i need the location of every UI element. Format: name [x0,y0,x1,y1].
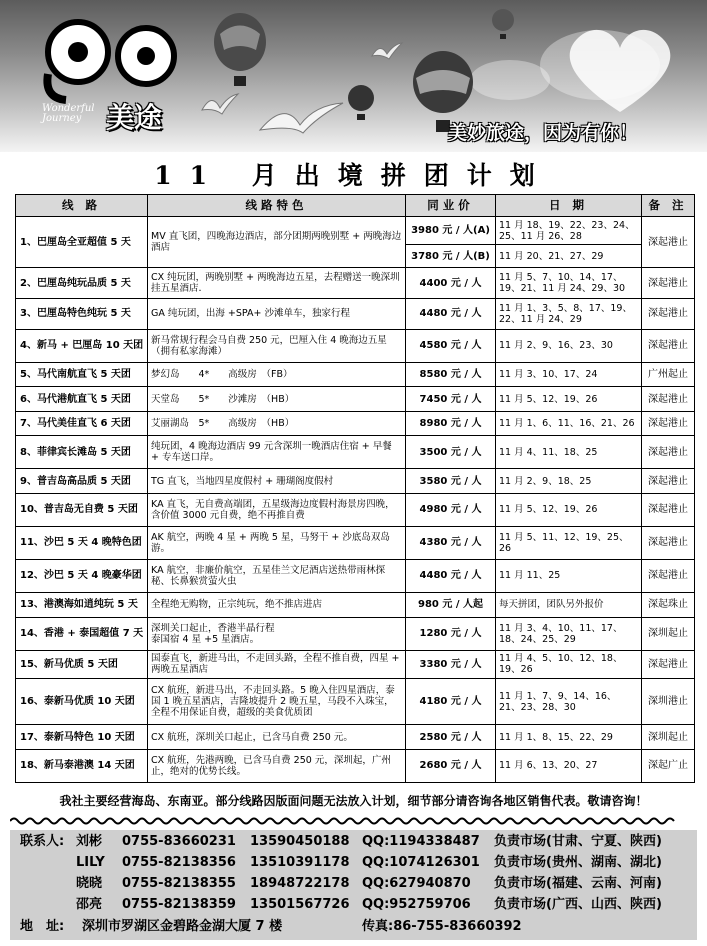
column-header-feature: 线路特色 [148,195,406,217]
notice-text: 我社主要经营海岛、东南亚。部分线路因版面问题无法放入计划，细节部分请咨询各地区销售代表。敬请咨询！ [59,794,648,808]
seagull-icon [255,95,345,145]
note-cell: 深起港止 [642,526,695,559]
dates-cell: 11 月 1、7、9、14、16、21、23、28、30 [496,678,642,725]
route-cell: 8、菲律宾长滩岛 5 天团 [16,436,148,469]
feature-cell: 深圳关口起止，香港半晶行程 泰国宿 4 星 +5 星酒店。 [148,617,406,650]
fax-text: 传真:86-755-83660392 [362,919,522,934]
heart-cloud-icon [560,20,680,120]
feature-cell: 全程绝无购物，正宗纯玩，绝不推店进店 [148,593,406,618]
table-row [16,650,695,678]
contact-qq: QQ:627940870 [362,876,471,891]
contact-tel: 0755-82138355 [122,876,236,891]
slogan: 美妙旅途，因为有你！ [448,122,639,144]
feature-cell: 新马常规行程会马自费 250 元，巴厘入住 4 晚海边五星（拥有私家海滩） [148,329,406,362]
contact-market: 负责市场(广西、山西、陕西) [494,897,662,912]
dates-cell: 11 月 1、6、11、16、21、26 [496,411,642,436]
feature-cell: MV 直飞团，四晚海边酒店，部分团期两晚别墅 + 两晚海边酒店 [148,217,406,268]
dates-cell: 11 月 18、19、22、23、24、25、11 月 26、28 [496,217,642,245]
feature-cell: 天堂岛 5* 沙滩房 （HB） [148,387,406,412]
price-cell: 4380 元 / 人 [406,526,496,559]
price-cell: 3500 元 / 人 [406,436,496,469]
column-header-dates: 日 期 [496,195,642,217]
feature-cell: TG 直飞，当地四星度假村 + 珊瑚阁度假村 [148,469,406,494]
note-cell: 深起珠止 [642,593,695,618]
price-cell: 4480 元 / 人 [406,559,496,592]
feature-cell: 艾丽湖岛 5* 高级房 （HB） [148,411,406,436]
contact-qq: QQ:952759706 [362,897,471,912]
feature-cell: CX 纯玩团，两晚别墅 + 两晚海边五星，去程赠送一晚深圳挂五星酒店. [148,268,406,299]
price-cell: 980 元 / 人起 [406,593,496,618]
contact-name: 晓晓 [76,876,103,891]
table-row [16,436,695,469]
feature-cell: AK 航空，两晚 4 星 + 两晚 5 星，马努干 + 沙底岛双岛游。 [148,526,406,559]
dates-cell: 11 月 5、12、19、26 [496,387,642,412]
feature-cell: GA 纯玩团，出海 +SPA+ 沙滩单车，独家行程 [148,299,406,330]
contact-mobile: 18948722178 [250,876,350,891]
note-cell: 深起港止 [642,411,695,436]
price-cell: 4480 元 / 人 [406,299,496,330]
table-row [16,493,695,526]
price-cell: 2680 元 / 人 [406,749,496,782]
column-header-note: 备 注 [642,195,695,217]
logo-english-text: Wonderful Journey [42,103,95,124]
route-cell: 5、马代南航直飞 5 天团 [16,362,148,387]
dates-cell: 11 月 2、9、18、25 [496,469,642,494]
note-cell: 深起广止 [642,749,695,782]
note-cell: 深起港止 [642,268,695,299]
table-header-row [16,195,695,217]
route-cell: 4、新马 + 巴厘岛 10 天团 [16,329,148,362]
note-cell: 深圳起止 [642,725,695,750]
dates-cell: 11 月 2、9、16、23、30 [496,329,642,362]
price-cell: 8980 元 / 人 [406,411,496,436]
note-cell: 深起港止 [642,559,695,592]
contact-label: 联系人: [20,834,65,849]
table-row [16,559,695,592]
feature-cell: KA 直飞，无自费高端团，五星级海边度假村海景房四晚，含价值 3000 元自费，绝不再推自费 [148,493,406,526]
route-cell: 9、普吉岛高品质 5 天团 [16,469,148,494]
contact-tel: 0755-82138359 [122,897,236,912]
route-cell: 10、普吉岛无自费 5 天团 [16,493,148,526]
contact-qq: QQ:1194338487 [362,834,480,849]
route-cell: 13、港澳海如逍纯玩 5 天 [16,593,148,618]
feature-cell: 纯玩团，4 晚海边酒店 99 元含深圳一晚酒店住宿 + 早餐 + 专车送口岸。 [148,436,406,469]
note-cell: 深起港止 [642,387,695,412]
table-row [16,387,695,412]
route-cell: 16、泰新马优质 10 天团 [16,678,148,725]
route-cell: 2、巴厘岛纯玩品质 5 天 [16,268,148,299]
contact-row [10,853,697,873]
dates-cell: 11 月 1、3、5、8、17、19、22、11 月 24、29 [496,299,642,330]
route-cell: 1、巴厘岛全亚超值 5 天 [16,217,148,268]
table-row [16,617,695,650]
route-cell: 3、巴厘岛特色纯玩 5 天 [16,299,148,330]
price-cell: 3980 元 / 人(A) [406,217,496,245]
contact-mobile: 13501567726 [250,897,350,912]
column-header-route: 线 路 [16,195,148,217]
price-cell: 8580 元 / 人 [406,362,496,387]
contact-panel [10,830,697,940]
dates-cell: 11 月 5、11、12、19、25、26 [496,526,642,559]
note-cell: 深起港止 [642,436,695,469]
contact-name: LILY [76,855,105,870]
dates-cell: 11 月 4、11、18、25 [496,436,642,469]
contact-tel: 0755-83660231 [122,834,236,849]
price-cell: 3780 元 / 人(B) [406,245,496,268]
note-cell: 深圳起止 [642,617,695,650]
price-cell: 2580 元 / 人 [406,725,496,750]
feature-cell: KA 航空，非廉价航空，五星佳兰文尼酒店送热带雨林探秘、长鼻猴赏萤火虫 [148,559,406,592]
dates-cell: 11 月 4、5、10、12、18、19、26 [496,650,642,678]
seagull-icon [200,90,240,120]
dates-cell: 11 月 20、21、27、29 [496,245,642,268]
route-cell: 7、马代美佳直飞 6 天团 [16,411,148,436]
route-cell: 17、泰新马特色 10 天团 [16,725,148,750]
route-cell: 12、沙巴 5 天 4 晚豪华团 [16,559,148,592]
price-cell: 4180 元 / 人 [406,678,496,725]
contact-row [10,832,697,852]
feature-cell: CX 航班，深圳关口起止，已含马自费 250 元。 [148,725,406,750]
dates-cell: 11 月 6、13、20、27 [496,749,642,782]
contact-market: 负责市场(福建、云南、河南) [494,876,662,891]
table-row [16,411,695,436]
table-row [16,268,695,299]
contact-row [10,895,697,915]
route-cell: 15、新马优质 5 天团 [16,650,148,678]
header-banner [0,0,707,152]
note-cell: 深圳港止 [642,678,695,725]
feature-cell: 梦幻岛 4* 高级房 （FB） [148,362,406,387]
dates-cell: 11 月 5、12、19、26 [496,493,642,526]
contact-qq: QQ:1074126301 [362,855,480,870]
feature-cell: CX 航班，新进马出，不走回头路。5 晚入住四星酒店，泰国 1 晚五星酒店，吉隆坡提升 2 晚五星，马段不入珠宝，全程不用保证自费，超级的美食优质团 [148,678,406,725]
dates-cell: 11 月 11、25 [496,559,642,592]
note-cell: 深起港止 [642,299,695,330]
wavy-divider [10,816,697,826]
note-cell: 深起港止 [642,329,695,362]
table-row [16,217,695,245]
contact-mobile: 13510391178 [250,855,350,870]
dates-cell: 11 月 1、8、15、22、29 [496,725,642,750]
column-header-price: 同业价 [406,195,496,217]
price-cell: 7450 元 / 人 [406,387,496,412]
route-cell: 14、香港 + 泰国超值 7 天 [16,617,148,650]
table-row [16,593,695,618]
address-label: 地 址: [20,919,65,934]
table-row [16,299,695,330]
address-text: 深圳市罗湖区金碧路金湖大厦 7 楼 [82,919,283,934]
seagull-icon [370,40,404,64]
feature-cell: CX 航班，先港两晚，已含马自费 250 元，深圳起，广州止，绝对的优势长线。 [148,749,406,782]
contact-name: 邵亮 [76,897,103,912]
hot-air-balloon-icon [490,8,516,44]
table-row [16,469,695,494]
page-title: 11 月出境拼团计划 [154,161,553,190]
contact-market: 负责市场(贵州、湖南、湖北) [494,855,662,870]
table-row [16,749,695,782]
price-cell: 3380 元 / 人 [406,650,496,678]
address-row [10,917,697,937]
dates-cell: 11 月 3、4、10、11、17、18、24、25、29 [496,617,642,650]
hot-air-balloon-icon [210,12,270,102]
hot-air-balloon-icon [345,84,377,124]
contact-mobile: 13590450188 [250,834,350,849]
contact-market: 负责市场(甘肃、宁夏、陕西) [494,834,662,849]
itinerary-table [15,194,694,783]
note-cell: 深起港止 [642,493,695,526]
price-cell: 4980 元 / 人 [406,493,496,526]
feature-cell: 国泰直飞，新进马出，不走回头路，全程不推自费，四星 + 两晚五星酒店 [148,650,406,678]
dates-cell: 每天拼团，团队另外报价 [496,593,642,618]
table-row [16,329,695,362]
note-cell: 广州起止 [642,362,695,387]
price-cell: 1280 元 / 人 [406,617,496,650]
route-cell: 18、新马泰港澳 14 天团 [16,749,148,782]
price-cell: 3580 元 / 人 [406,469,496,494]
contact-name: 刘彬 [76,834,103,849]
table-row [16,526,695,559]
contact-row [10,874,697,894]
logo-chinese-text: 美途 [106,101,163,134]
table-row [16,725,695,750]
note-cell: 深起港止 [642,650,695,678]
route-cell: 11、沙巴 5 天 4 晚特色团 [16,526,148,559]
route-cell: 6、马代港航直飞 5 天团 [16,387,148,412]
price-cell: 4400 元 / 人 [406,268,496,299]
table-row [16,678,695,725]
table-row [16,362,695,387]
note-cell: 深起港止 [642,217,695,268]
dates-cell: 11 月 5、7、10、14、17、19、21、11 月 24、29、30 [496,268,642,299]
contact-tel: 0755-82138356 [122,855,236,870]
price-cell: 4580 元 / 人 [406,329,496,362]
note-cell: 深起港止 [642,469,695,494]
dates-cell: 11 月 3、10、17、24 [496,362,642,387]
